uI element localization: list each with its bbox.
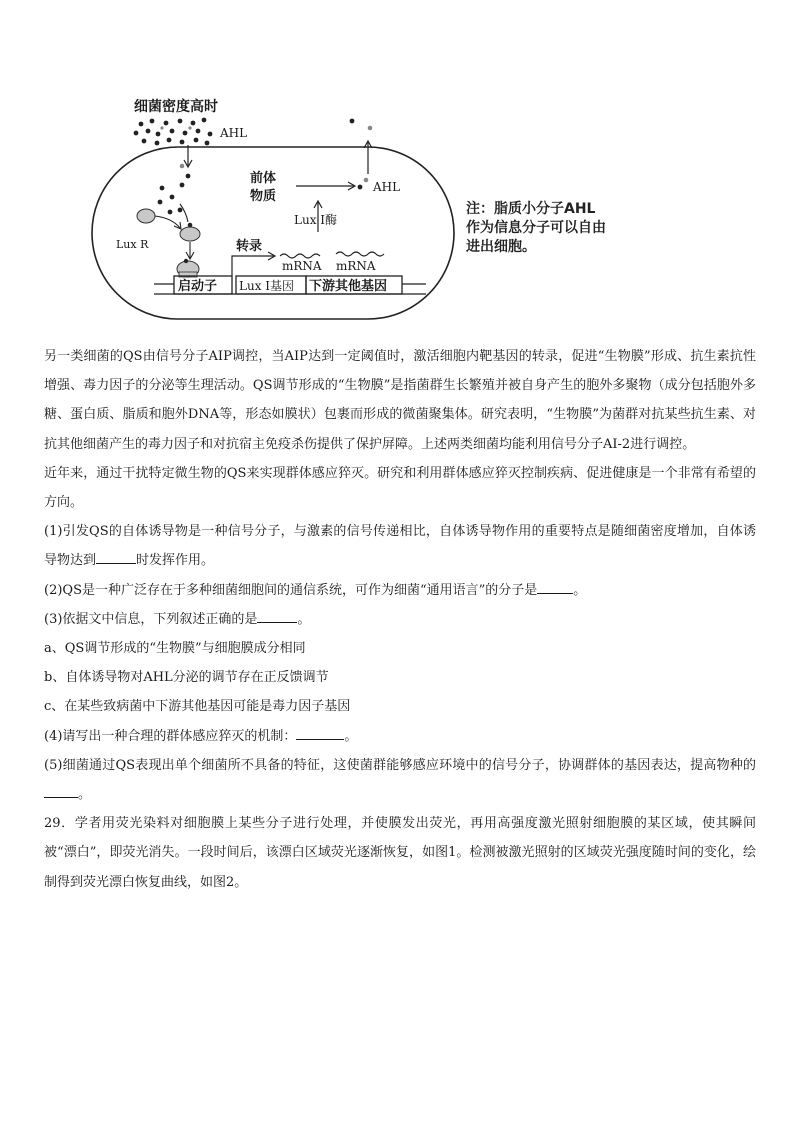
precursor-line1: 前体 — [250, 171, 277, 186]
question-5 — [44, 751, 756, 809]
ahl-produced — [358, 178, 369, 190]
transcription-label: 转录 — [236, 239, 263, 254]
question-text: 。 — [78, 787, 92, 803]
mrna-label-2: mRNA — [336, 259, 376, 273]
question-text: (3)依据文中信息，下列叙述正确的是 — [44, 611, 258, 627]
ahl-label-inside: AHL — [373, 180, 401, 194]
ahl-entry-arrow — [184, 145, 192, 167]
question-29: 29．学者用荧光染料对细胞膜上某些分子进行处理，并使膜发出荧光，再用高强度激光照射细胞膜的某区域，使其瞬间被“漂白”，即荧光消失。一段时间后，该漂白区域荧光逐渐恢复，如图1。检测被激光照射的区域荧光强度随时间的变化，绘制得到荧光漂白恢复曲线，如图2。 — [44, 816, 756, 890]
option-c: c、在某些致病菌中下游其他基因可能是毒力因子基因 — [44, 699, 351, 715]
enzyme-label: Lux I酶 — [294, 213, 338, 227]
ahl-label-outside: AHL — [220, 126, 248, 140]
question-1 — [44, 517, 756, 575]
note-line: 作为信息分子可以自由 — [466, 220, 606, 236]
ahl-cluster — [134, 118, 213, 146]
note-line: 进出细胞。 — [466, 239, 536, 255]
question-text: 。 — [573, 582, 587, 598]
mrna-waves — [280, 252, 384, 258]
figure-title: 细菌密度高时 — [134, 99, 218, 115]
question-text: (1)引发QS的自体诱导物是一种信号分子，与激素的信号传递相比，自体诱导物作用的重要特点是随细菌密度增加，自体诱导物达到 — [44, 524, 756, 569]
passage-body — [44, 342, 756, 897]
paragraph: 近年来，通过干扰特定微生物的QS来实现群体感应猝灭。研究和利用群体感应猝灭控制疾病、促进健康是一个非常有希望的方向。 — [44, 465, 756, 511]
question-text: (5)细菌通过QS表现出单个细菌所不具备的特征，这使菌群能够感应环境中的信号分子，协调群体的基因表达，提高物种的 — [44, 757, 756, 773]
ahl-inside-cell — [158, 164, 191, 215]
precursor-line2: 物质 — [250, 189, 277, 204]
question-text: 。 — [344, 728, 358, 744]
downstream-genes-label: 下游其他基因 — [309, 279, 388, 294]
question-text: (4)请写出一种合理的群体感应猝灭的机制： — [44, 728, 297, 744]
question-2 — [44, 576, 756, 605]
question-3 — [44, 605, 756, 634]
question-text: 。 — [297, 611, 311, 627]
question-text: 时发挥作用。 — [136, 553, 215, 569]
answer-blank[interactable] — [257, 608, 297, 623]
ahl-exited — [350, 119, 373, 131]
question-4 — [44, 722, 756, 751]
answer-blank[interactable] — [537, 579, 573, 594]
ahl-exit-arrow — [364, 141, 372, 174]
figure-note — [466, 200, 626, 257]
lux-r-label: Lux R — [116, 238, 149, 251]
promoter-label: 启动子 — [178, 279, 218, 294]
option-a: a、QS调节形成的“生物膜”与细胞膜成分相同 — [44, 641, 306, 657]
answer-blank[interactable] — [44, 783, 78, 798]
lux-i-gene-label: Lux I基因 — [239, 279, 295, 293]
transcription-arrow — [232, 252, 275, 276]
note-line: 注：脂质小分子AHL — [466, 201, 596, 217]
receptor-complex — [177, 259, 199, 277]
question-text: (2)QS是一种广泛存在于多种细菌细胞间的通信系统，可作为细菌“通用语言”的分子是 — [44, 582, 538, 598]
answer-blank[interactable] — [96, 549, 136, 564]
mrna-label-1: mRNA — [282, 259, 322, 273]
paragraph: 另一类细菌的QS由信号分子AIP调控，当AIP达到一定阈值时，激活细胞内靶基因的转录，促进“生物膜”形成、抗生素抗性增强、毒力因子的分泌等生理活动。QS调节形成的“生物膜”是指菌群生长繁殖并被自身产生的胞外多聚物（成分包括胞外多糖、蛋白质、脂质和胞外DNA等，形态如膜状）包裹而形成的微菌聚集体。研究表明，“生物膜”为菌群对抗某些抗生素、对抗其他细菌产生的毒力因子和对抗宿主免疫杀伤提供了保护屏障。上述两类细菌均能利用信号分子AI-2进行调控。 — [44, 349, 756, 452]
option-b: b、自体诱导物对AHL分泌的调节存在正反馈调节 — [44, 670, 329, 686]
answer-blank[interactable] — [296, 725, 344, 740]
